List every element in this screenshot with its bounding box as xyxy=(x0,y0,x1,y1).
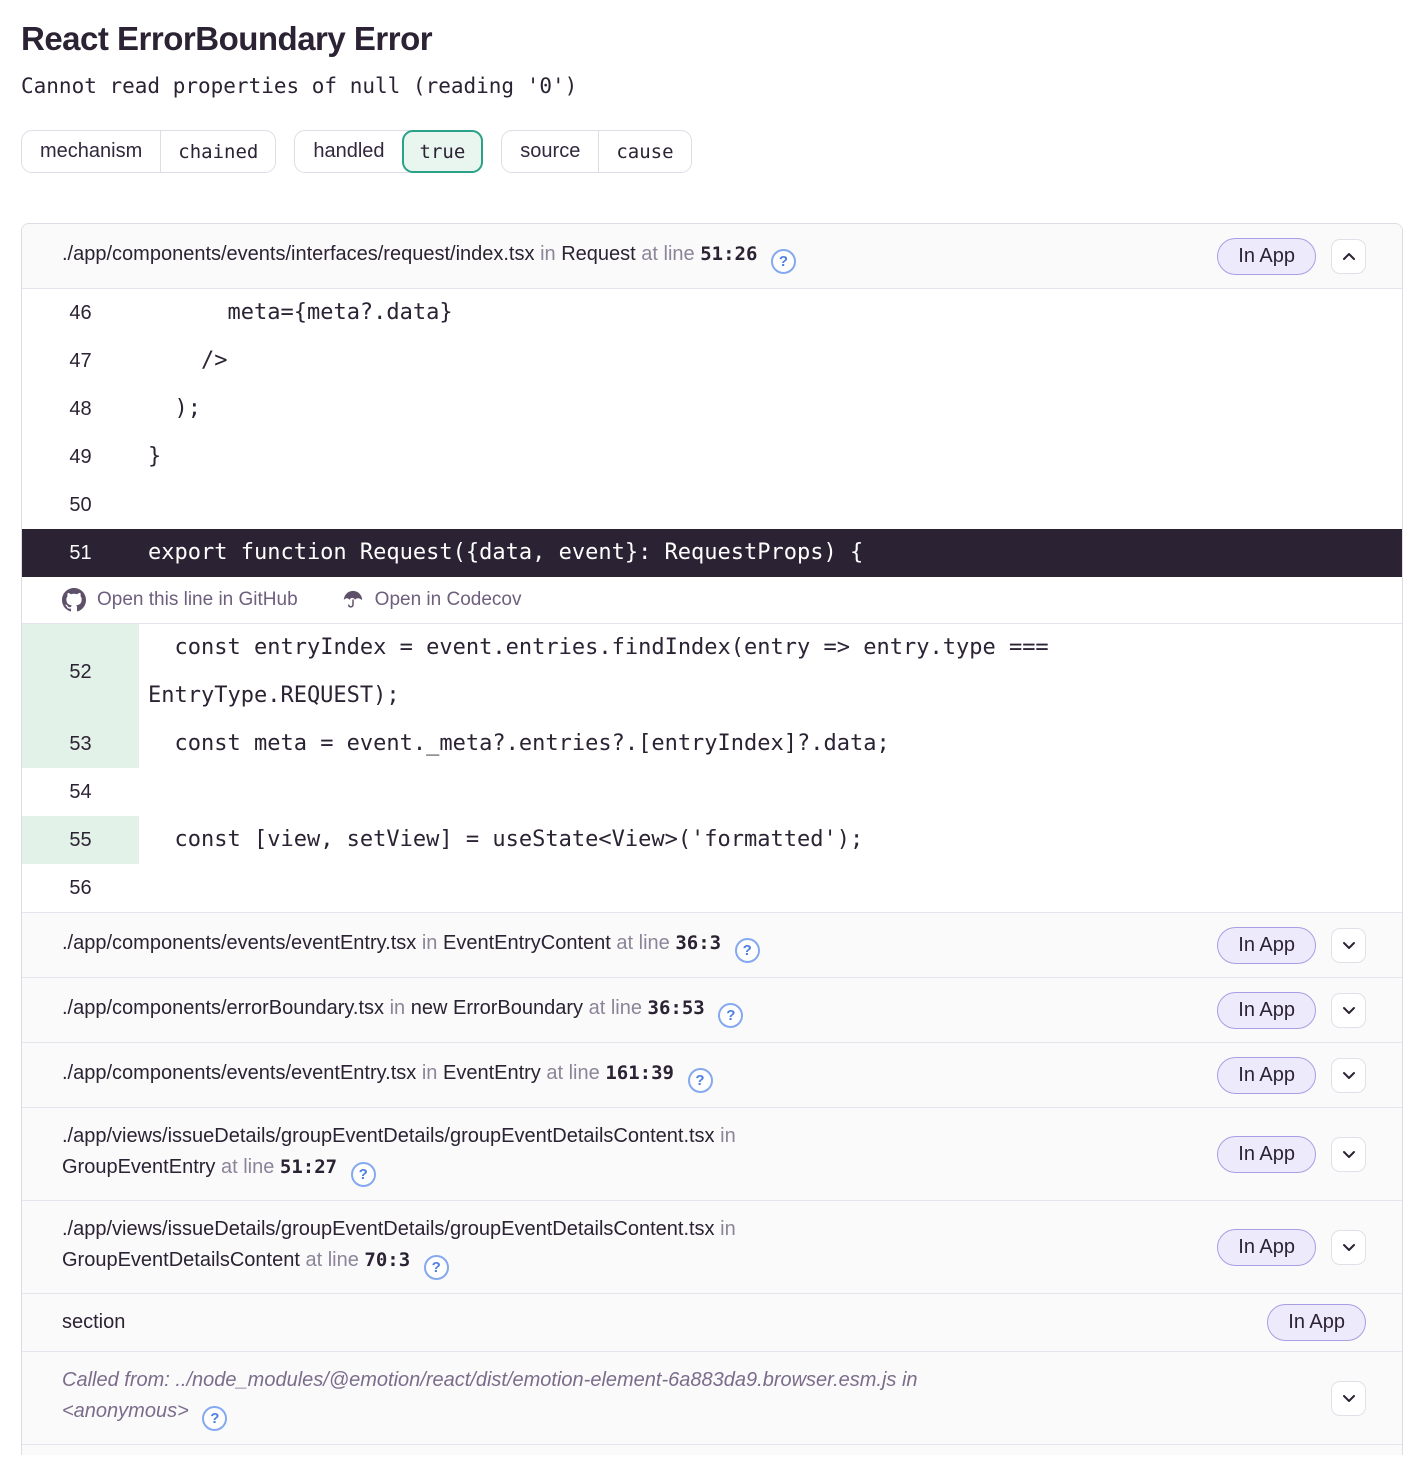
frame-function: Request xyxy=(561,242,636,265)
stack-frame-row[interactable] xyxy=(22,977,1402,1042)
frame-lineno: 70:3 xyxy=(364,1249,411,1271)
tag-mechanism-label: mechanism xyxy=(40,140,143,162)
stack-frame-row[interactable] xyxy=(22,1200,1402,1293)
source-links-row xyxy=(22,577,1402,624)
chevron-down-icon xyxy=(1342,1243,1356,1252)
frame-path: ./app/components/events/eventEntry.tsx xyxy=(62,1061,417,1084)
tag-source-label: source xyxy=(520,140,581,162)
chevron-down-icon xyxy=(1342,1150,1356,1159)
code-line xyxy=(22,720,1402,768)
code-text: /> xyxy=(148,348,228,373)
frame-function: new ErrorBoundary xyxy=(410,996,584,1019)
frame-title xyxy=(62,226,1217,287)
frame-lineno: 36:3 xyxy=(675,931,722,954)
frame-in-label: in xyxy=(421,931,438,954)
code-text: export function Request({data, event}: RequestProps) { xyxy=(148,540,864,565)
frame-title xyxy=(62,1201,1217,1293)
expand-frame-button[interactable] xyxy=(1331,1058,1366,1093)
in-app-badge: In App xyxy=(1217,992,1316,1029)
github-icon xyxy=(62,588,86,612)
open-in-codecov-label: Open in Codecov xyxy=(374,589,522,610)
tag-handled xyxy=(294,130,483,173)
expand-frame-button[interactable] xyxy=(1331,1381,1366,1416)
code-line xyxy=(22,768,1402,816)
stack-frame-row[interactable] xyxy=(22,224,1402,289)
code-line xyxy=(22,385,1402,433)
frame-title xyxy=(62,1294,1267,1351)
open-in-codecov-link[interactable] xyxy=(342,589,522,611)
code-line xyxy=(22,337,1402,385)
frame-title xyxy=(62,915,1217,976)
code-text: meta={meta?.data} xyxy=(148,300,453,325)
code-text: ); xyxy=(148,396,201,421)
code-line xyxy=(22,864,1402,912)
frame-path: ./app/views/issueDetails/groupEventDetails/groupEventDetailsContent.tsx xyxy=(62,1125,715,1147)
frame-in-label: in xyxy=(720,1218,736,1240)
code-text: const [view, setView] = useState<View>('formatted'); xyxy=(148,827,864,852)
tag-handled-label: handled xyxy=(313,140,385,162)
frame-path: ../node_modules/@emotion/react/dist/emotion-element-6a883da9.browser.esm.js xyxy=(175,1369,897,1391)
frame-lineno: 51:26 xyxy=(700,242,758,265)
frame-path: ./app/components/events/eventEntry.tsx xyxy=(62,931,417,954)
in-app-badge: In App xyxy=(1217,1136,1316,1173)
frame-title xyxy=(62,1352,1331,1444)
code-text: } xyxy=(148,444,162,469)
line-number: 49 xyxy=(69,445,92,468)
in-app-badge: In App xyxy=(1217,1057,1316,1094)
line-number: 48 xyxy=(69,397,92,420)
help-icon[interactable]: ? xyxy=(202,1406,227,1431)
chevron-down-icon xyxy=(1342,941,1356,950)
code-text xyxy=(139,481,1139,529)
frame-title xyxy=(62,1108,1217,1200)
code-text xyxy=(139,768,1139,816)
help-icon[interactable]: ? xyxy=(771,249,796,274)
frame-function: EventEntryContent xyxy=(442,931,611,954)
code-line xyxy=(22,289,1402,337)
in-app-badge: In App xyxy=(1217,927,1316,964)
open-in-github-label: Open this line in GitHub xyxy=(97,589,298,610)
tag-mechanism xyxy=(21,130,276,173)
frame-lineno: 51:27 xyxy=(279,1156,338,1178)
frame-function: GroupEventEntry xyxy=(62,1156,216,1178)
line-number: 52 xyxy=(22,624,139,720)
help-icon[interactable]: ? xyxy=(424,1255,449,1280)
frame-in-label: in xyxy=(389,996,406,1019)
frame-atline-label: at line xyxy=(588,996,642,1019)
line-number: 53 xyxy=(22,720,139,768)
codecov-icon xyxy=(342,589,364,611)
stack-trace xyxy=(21,223,1403,1455)
help-icon[interactable]: ? xyxy=(688,1068,713,1093)
expand-frame-button[interactable] xyxy=(1331,993,1366,1028)
tag-source xyxy=(501,130,691,173)
tag-source-value[interactable]: cause xyxy=(598,131,690,172)
stack-frame-row-section xyxy=(22,1293,1402,1351)
frame-path: ./app/components/events/interfaces/request/index.tsx xyxy=(62,242,535,265)
frame-atline-label: at line xyxy=(641,242,695,265)
frame-path: ./app/views/issueDetails/groupEventDetails/groupEventDetailsContent.tsx xyxy=(62,1218,715,1240)
frame-atline-label: at line xyxy=(546,1061,600,1084)
error-message: Cannot read properties of null (reading '0') xyxy=(21,74,578,98)
frame-in-label: in xyxy=(421,1061,438,1084)
chevron-down-icon xyxy=(1342,1071,1356,1080)
frame-atline-label: at line xyxy=(305,1249,359,1271)
expand-frame-button[interactable] xyxy=(1331,1137,1366,1172)
frame-function: GroupEventDetailsContent xyxy=(62,1249,300,1271)
line-number: 55 xyxy=(22,816,139,864)
frame-atline-label: at line xyxy=(220,1156,275,1178)
tag-handled-value[interactable]: true xyxy=(402,130,484,173)
chevron-down-icon xyxy=(1342,1006,1356,1015)
code-text xyxy=(139,864,1139,912)
frame-path: ./app/components/errorBoundary.tsx xyxy=(62,996,385,1019)
chevron-up-icon xyxy=(1342,252,1356,261)
frame-in-label: in xyxy=(901,1369,918,1391)
line-number: 56 xyxy=(69,876,92,899)
frame-path: section xyxy=(62,1311,126,1333)
code-text: const entryIndex = event.entries.findIndex(entry => entry.type === EntryType.REQUEST); xyxy=(148,635,1062,708)
stack-frame-row-called-from[interactable] xyxy=(22,1351,1402,1444)
expand-frame-button[interactable] xyxy=(1331,928,1366,963)
in-app-badge: In App xyxy=(1267,1304,1366,1341)
frame-lineno: 36:53 xyxy=(647,996,705,1019)
tag-list xyxy=(21,130,1403,173)
frame-title xyxy=(62,1045,1217,1106)
open-in-github-link[interactable] xyxy=(62,588,298,612)
called-from-label: Called from: xyxy=(62,1369,170,1391)
help-icon[interactable]: ? xyxy=(718,1003,743,1028)
line-number: 46 xyxy=(69,301,92,324)
code-line xyxy=(22,816,1402,864)
in-app-badge: In App xyxy=(1217,238,1316,275)
line-number: 47 xyxy=(69,349,92,372)
line-number: 54 xyxy=(69,780,92,803)
stack-frame-row[interactable] xyxy=(22,912,1402,977)
code-text: const meta = event._meta?.entries?.[entryIndex]?.data; xyxy=(148,731,890,756)
chevron-down-icon xyxy=(1342,1394,1356,1403)
frame-function: <anonymous> xyxy=(62,1400,189,1422)
frame-in-label: in xyxy=(720,1125,736,1147)
code-line xyxy=(22,481,1402,529)
frame-title xyxy=(62,980,1217,1041)
crashed-code-line xyxy=(22,529,1402,577)
line-number: 50 xyxy=(69,493,92,516)
frame-function: EventEntry xyxy=(442,1061,541,1084)
collapse-frame-button[interactable] xyxy=(1331,239,1366,274)
tag-mechanism-value[interactable]: chained xyxy=(160,131,275,172)
stack-frame-row[interactable] xyxy=(22,1042,1402,1107)
help-icon[interactable]: ? xyxy=(735,938,760,963)
stack-frame-row[interactable] xyxy=(22,1107,1402,1200)
error-title: React ErrorBoundary Error xyxy=(21,20,433,57)
in-app-badge: In App xyxy=(1217,1229,1316,1266)
frame-lineno: 161:39 xyxy=(605,1061,674,1084)
code-line xyxy=(22,624,1402,720)
frame-atline-label: at line xyxy=(616,931,670,954)
frame-in-label: in xyxy=(540,242,556,265)
frame-row-partial xyxy=(22,1444,1402,1455)
code-line xyxy=(22,433,1402,481)
line-number: 51 xyxy=(69,541,92,564)
expand-frame-button[interactable] xyxy=(1331,1230,1366,1265)
help-icon[interactable]: ? xyxy=(351,1162,376,1187)
code-context xyxy=(22,289,1402,912)
